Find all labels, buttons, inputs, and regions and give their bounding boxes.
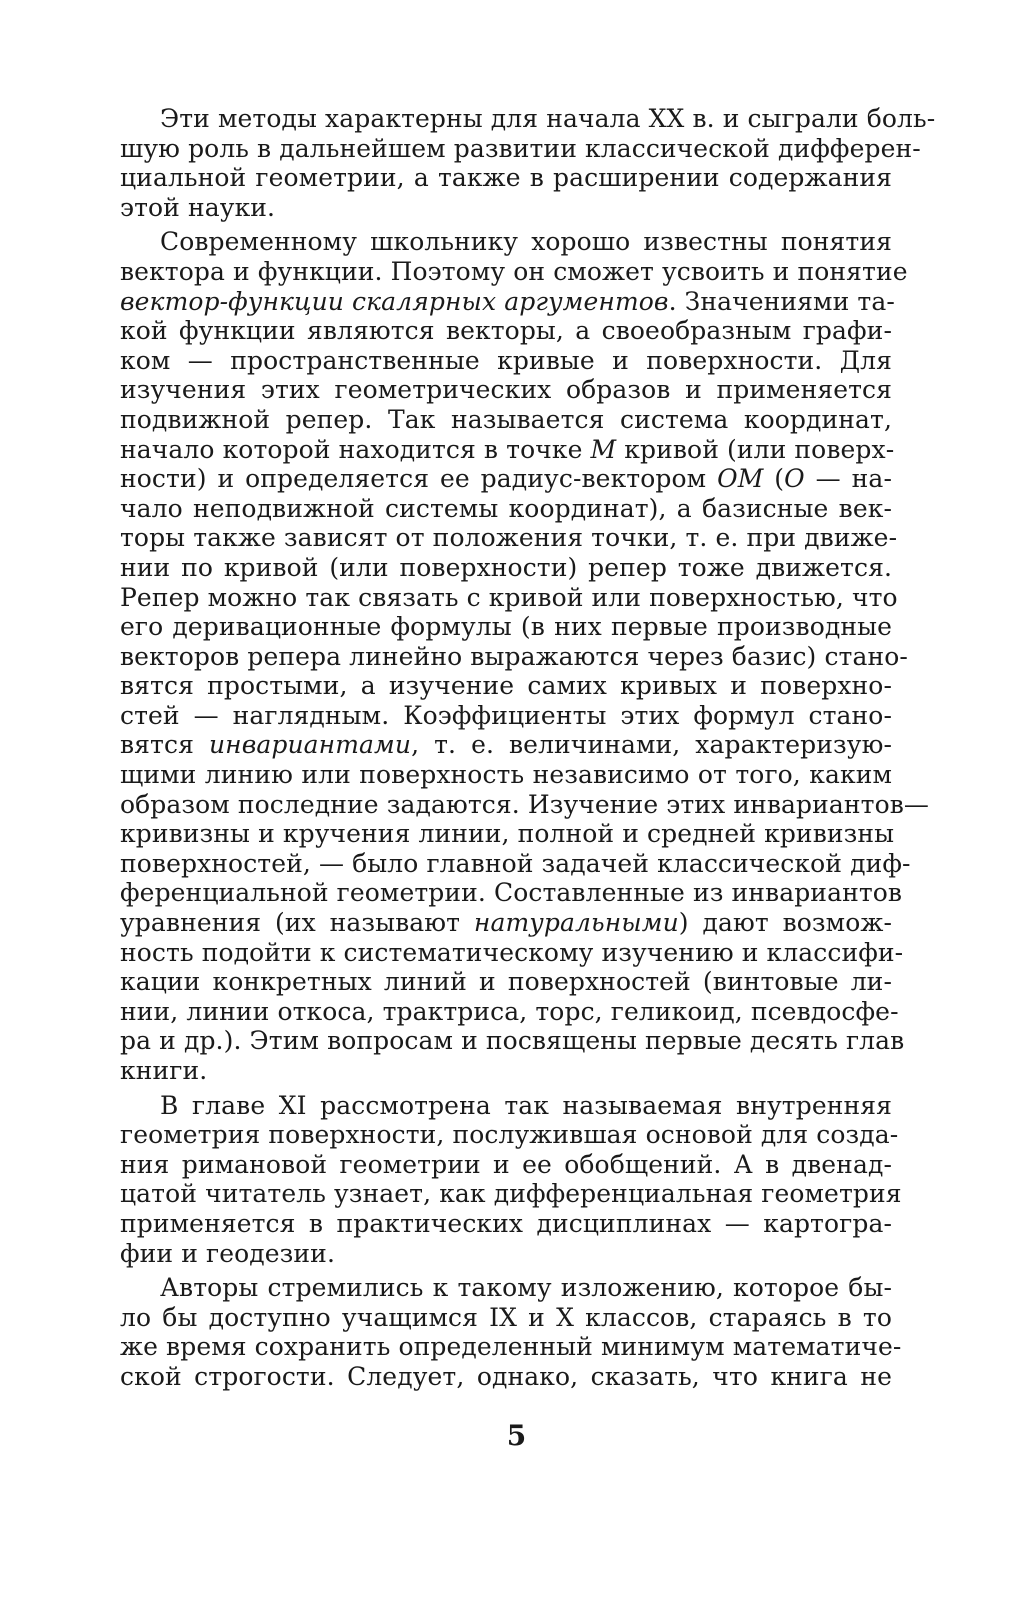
text-line xyxy=(120,1273,892,1303)
text-run: поверхностей, — было главной задачей классической диф- xyxy=(120,848,911,878)
text-run: геометрия поверхности, послужившая основой для созда- xyxy=(120,1120,899,1150)
text-line xyxy=(120,730,892,760)
text-line xyxy=(120,553,892,583)
italic-run: натуральными xyxy=(473,908,679,938)
text-run: его деривационные формулы (в них первые производные xyxy=(120,612,892,642)
text-line xyxy=(120,163,892,193)
text-run: начало которой находится в точке xyxy=(120,434,591,464)
text-line xyxy=(120,1150,892,1180)
paragraph xyxy=(120,104,936,222)
text-run: Современному школьнику хорошо известны понятия xyxy=(160,227,892,257)
text-line xyxy=(120,701,892,731)
text-run: щими линию или поверхность независимо от того, каким xyxy=(120,760,892,790)
text-line xyxy=(120,1239,892,1269)
text-line xyxy=(120,848,911,879)
text-run: же время сохранить определенный минимум математиче- xyxy=(120,1332,902,1362)
text-line xyxy=(120,996,899,1027)
text-run: применяется в практических дисциплинах — картогра- xyxy=(120,1208,892,1238)
italic-run: вектор-функции скалярных аргументов xyxy=(120,286,669,316)
text-run: ность подойти к систематическому изучению и классифи- xyxy=(120,937,904,967)
text-line xyxy=(120,193,892,223)
text-line xyxy=(120,582,898,613)
text-line xyxy=(120,375,892,405)
text-run: кривой (или поверх- xyxy=(616,434,895,464)
text-run: ( xyxy=(763,464,785,494)
text-run: Репер можно так связать с кривой или поверхностью, что xyxy=(120,582,898,612)
text-run: торы также зависят от положения точки, т. е. при движе- xyxy=(120,523,898,553)
text-line xyxy=(120,316,892,346)
text-run: — на- xyxy=(804,464,892,494)
text-run: вятся xyxy=(120,730,209,760)
italic-run: OM xyxy=(717,464,764,494)
text-line xyxy=(120,434,895,465)
text-line xyxy=(120,819,895,849)
text-line xyxy=(120,937,904,968)
text-line xyxy=(120,286,895,317)
text-run: цатой читатель узнает, как дифференциальная геометрия xyxy=(120,1179,902,1209)
text-line xyxy=(120,494,892,524)
text-run: ра и др.). Этим вопросам и посвящены первые десять глав xyxy=(120,1026,905,1056)
text-line xyxy=(120,760,892,790)
text-line xyxy=(120,612,892,642)
text-run: ности) и определяется ее радиус-вектором xyxy=(120,464,718,494)
text-run: стей — наглядным. Коэффициенты этих формул стано- xyxy=(120,700,892,730)
text-run: подвижной репер. Так называется система координат, xyxy=(120,404,892,434)
text-run: вятся простыми, а изучение самих кривых и поверхно- xyxy=(120,671,892,701)
text-line xyxy=(120,671,892,701)
text-run: образом последние задаются. Изучение этих инвариантов— xyxy=(120,789,930,819)
text-run: кривизны и кручения линии, полной и средней кривизны xyxy=(120,819,895,849)
text-line xyxy=(120,256,908,287)
text-line xyxy=(120,1091,892,1121)
text-run: ференциальной геометрии. Составленные из инвариантов xyxy=(120,878,903,908)
text-line xyxy=(120,908,892,938)
text-line xyxy=(120,1179,902,1209)
text-run: нии по кривой (или поверхности) репер тоже движется. xyxy=(120,552,892,582)
page-number: 5 xyxy=(506,1419,527,1452)
text-run: В главе XI рассмотрена так называемая внутренняя xyxy=(160,1090,892,1120)
text-run: Авторы стремились к такому изложению, которое бы- xyxy=(160,1273,892,1303)
text-run: нии, линии откоса, трактриса, торс, геликоид, псевдосфе- xyxy=(120,996,899,1026)
text-run: шую роль в дальнейшем развитии классической дифферен- xyxy=(120,133,921,163)
text-run: , т. е. величинами, характеризую- xyxy=(411,730,892,760)
italic-run: M xyxy=(590,434,617,464)
text-run: ния римановой геометрии и ее обобщений. А в двенад- xyxy=(120,1149,892,1179)
text-line xyxy=(120,464,892,494)
paragraph xyxy=(120,1090,902,1269)
text-run: ской строгости. Следует, однако, сказать, что книга не xyxy=(120,1361,892,1391)
text-line xyxy=(120,1332,902,1362)
text-line xyxy=(120,227,892,257)
text-line xyxy=(120,104,936,134)
italic-run: O xyxy=(784,464,805,494)
text-run: ком — пространственные кривые и поверхности. Для xyxy=(120,345,892,375)
text-run: векторов репера линейно выражаются через базис) стано- xyxy=(120,641,908,671)
text-line xyxy=(120,1026,905,1056)
text-run: ло бы доступно учащимся IX и X классов, стараясь в то xyxy=(120,1302,892,1332)
text-run: фии и геодезии. xyxy=(120,1238,335,1268)
paragraph xyxy=(120,227,930,1085)
text-run: чало неподвижной системы координат), а базисные век- xyxy=(120,493,892,523)
text-line xyxy=(120,641,908,672)
text-line xyxy=(120,1209,892,1239)
text-run: ) дают возмож- xyxy=(678,908,892,938)
text-run: уравнения (их называют xyxy=(120,908,474,938)
text-line xyxy=(120,878,903,908)
text-run: . Значениями та- xyxy=(668,286,895,316)
text-line xyxy=(120,967,892,997)
paragraph xyxy=(120,1273,902,1391)
text-line xyxy=(120,1362,892,1392)
text-line xyxy=(120,133,921,164)
italic-run: инвариантами xyxy=(208,730,412,760)
text-line xyxy=(120,789,930,820)
text-run: кации конкретных линий и поверхностей (винтовые ли- xyxy=(120,967,892,997)
text-line xyxy=(120,346,892,376)
text-line xyxy=(120,523,898,553)
text-run: изучения этих геометрических образов и применяется xyxy=(120,375,892,405)
text-line xyxy=(120,405,892,435)
text-run: кой функции являются векторы, а своеобразным графи- xyxy=(120,316,892,346)
page-text xyxy=(120,104,936,1392)
text-line xyxy=(120,1120,899,1150)
text-line xyxy=(120,1303,892,1333)
text-run: Эти методы характерны для начала XX в. и сыграли боль- xyxy=(160,104,936,133)
text-run: этой науки. xyxy=(120,192,276,222)
text-run: книги. xyxy=(120,1056,208,1085)
text-run: циальной геометрии, а также в расширении содержания xyxy=(120,163,892,193)
text-run: вектора и функции. Поэтому он сможет усвоить и понятие xyxy=(120,256,908,286)
text-line xyxy=(120,1056,892,1086)
